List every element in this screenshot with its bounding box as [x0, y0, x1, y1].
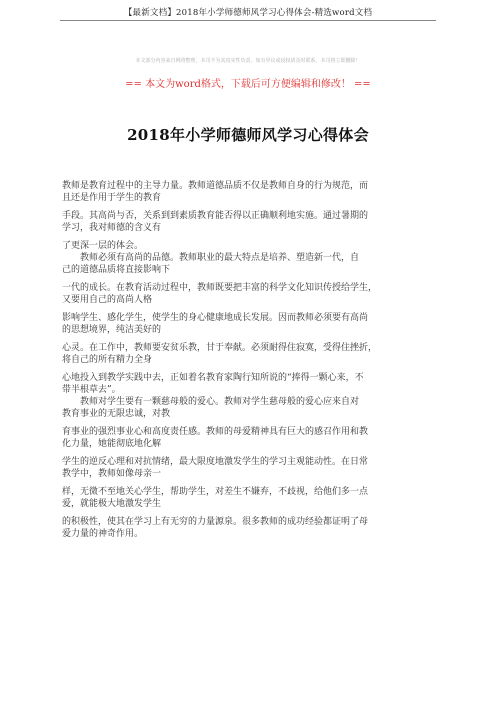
body-line: 爱，就能极大地激发学生	[62, 499, 162, 509]
body-line: 育事业的强烈事业心和高度责任感。教师的母爱精神具有巨大的感召作用和教	[62, 427, 369, 437]
body-line: 教师是教育过程中的主导力量。教师道德品质不仅是教师自身的行为规范，而	[62, 181, 369, 191]
copyright-notice: 本文部分内容来自网络整理，本司不为其真实性负责，如有异议或侵权请及时联系，本司将立即删除！	[135, 58, 361, 64]
body-line: 教育事业的无限忠诚，对教	[62, 409, 171, 419]
body-line: 手段。其高尚与否，关系到到素质教育能否得以正确顺利地实施。通过暑期的	[62, 211, 369, 221]
body-line: 化力量，她能彻底地化解	[62, 439, 162, 449]
body-line: 样，无微不至地关心学生，帮助学生，对差生不嫌弃，不歧视，给他们多一点	[62, 487, 369, 497]
body-line: 一代的成长。在教育活动过程中，教师既要把丰富的科学文化知识传授给学生，	[62, 283, 378, 293]
word-format-banner: == 本文为word格式，下载后可方便编辑和修改！ ==	[125, 79, 371, 90]
document-header-title: 【最新文档】2018年小学师德师风学习心得体会-精选word文档	[123, 8, 373, 18]
body-line: 教师必须有高尚的品德。教师职业的最大特点是培养、塑造新一代，自	[62, 253, 360, 263]
body-line: 学生的逆反心理和对抗情绪，最大限度地激发学生的学习主观能动性。在日常	[62, 457, 369, 467]
body-line: 影响学生、感化学生，使学生的身心健康地成长发展。因而教师必须要有高尚	[62, 313, 369, 323]
body-line: 己的道德品质将直接影响下	[62, 265, 171, 275]
body-line: 又要用自己的高尚人格	[62, 295, 153, 305]
body-line: 学习，我对师德的含义有	[62, 223, 162, 233]
body-line: 心地投入到教学实践中去，正如着名教育家陶行知所说的“捧得一颗心来，不	[62, 373, 364, 383]
body-line: 将自己的所有精力全身	[62, 355, 153, 365]
body-line: 爱力量的神奇作用。	[62, 529, 144, 539]
body-line: 带半根草去”。	[62, 385, 121, 395]
body-line: 的积极性，使其在学习上有无穷的力量源泉。很多教师的成功经验都证明了母	[62, 517, 369, 527]
body-line: 教学中，教师如像母亲一	[62, 469, 162, 479]
page-title: 2018年小学师德师风学习心得体会	[127, 126, 369, 144]
header-divider	[60, 20, 436, 21]
body-line: 的思想境界，纯洁美好的	[62, 325, 162, 335]
body-line: 心灵。在工作中，教师要安贫乐教，甘于奉献。必须耐得住寂寞，受得住挫折，	[62, 343, 378, 353]
body-line: 且还是作用于学生的教育	[62, 193, 162, 203]
body-line: 了更深一层的体会。	[62, 241, 144, 251]
body-line: 教师对学生要有一颗慈母般的爱心。教师对学生慈母般的爱心应来自对	[62, 397, 360, 407]
